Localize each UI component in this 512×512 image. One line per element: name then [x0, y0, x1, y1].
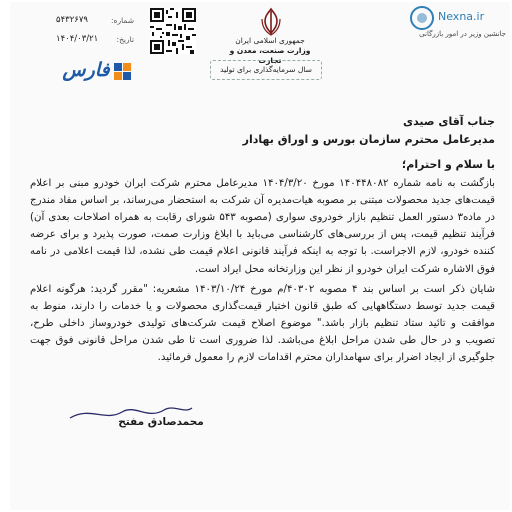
- body-paragraph-1: بازگشت به نامه شماره ۱۴۰۴۴۸۰۸۲ مورخ ۱۴۰۴/۳/۲۰ مدیرعامل محترم شرکت ایران خودرو مبنی بر اعلام قیمت‌های جدید محصولات مبتنی بر مصوبه هیات‌مدیره آن شرکت به استحضار می‌رساند، بر اساس مفاد مندرج در ماده۳ دستور العمل تنظیم بازار خودروی سواری (مصوبه ۵۴۳ شورای رقابت به همراه اصلاحات بعدی آن) فرآیند تنظیم قیمت، پس از بررسی‌های کارشناسی می‌باید با ابلاغ وزارت صمت، صورت پذیرد و برای عرضه کننده خودرو، لازم الاجراست. با توجه به اینکه فرآیند قانونی اعلام قیمت طی نشده، لذا قیمت اعلامی در نامه فوق الاشاره شرکت ایران خودرو از نظر این وزارتخانه محل ایراد است.: [30, 178, 496, 275]
- date-label: تاریخ:: [116, 35, 134, 44]
- greeting: با سلام و احترام؛: [401, 158, 495, 171]
- ministry-name: وزارت صنعت، معدن و تجارت: [229, 46, 311, 65]
- number-label: شماره:: [111, 16, 134, 25]
- letter-date-row: [56, 30, 134, 49]
- letter-body: [30, 113, 495, 366]
- recipient-name: جناب آقای صیدی: [402, 115, 495, 128]
- country-name: جمهوری اسلامی ایران: [235, 36, 305, 45]
- emblem-icon: [259, 7, 283, 37]
- letter-number: ۵۴۳۲۶۷۹: [56, 15, 88, 25]
- letter-number-row: [56, 11, 134, 30]
- qr-code-icon: [150, 8, 196, 54]
- brand-name: Nexna.ir: [438, 10, 485, 23]
- brand-caption: جانشین وزیر در امور بازرگانی: [419, 30, 506, 38]
- letter-meta: [56, 11, 134, 49]
- agency-logo-text: فارس: [62, 59, 110, 81]
- letter-date: ۱۴۰۴/۰۳/۲۱: [56, 34, 99, 44]
- recipient-title: مدیرعامل محترم سازمان بورس و اوراق بهادار: [242, 133, 495, 146]
- year-slogan: سال سرمایه‌گذاری برای تولید: [210, 60, 322, 80]
- body-paragraph-2: شایان ذکر است بر اساس بند ۴ مصوبه ۴۰۳۰۲/م مورخ ۱۴۰۳/۱۰/۲۴ مشعریه: "مقرر گردید: هرگونه اعلام قیمت جدید توسط دستگاههایی که طبق قانون اختیار قیمت‌گذاری محصولات و یا خدمات را دارند، منوط به موافقت و تائید ستاد تنظیم بازار باشد." موضوع اصلاح قیمت شرکت‌های تولیدی خودروساز داخلی طرح، تصویب و در حال طی شدن مراحل ابلاغ می‌باشد. لذا ضروری است تا طی شدن مراحل قانونی فوق جهت جلوگیری از ایجاد اضرار برای سهامداران محترم اقدامات لازم را معمول فرمائید.: [30, 283, 495, 364]
- signer-name: محمدصادق مفتح: [118, 416, 204, 428]
